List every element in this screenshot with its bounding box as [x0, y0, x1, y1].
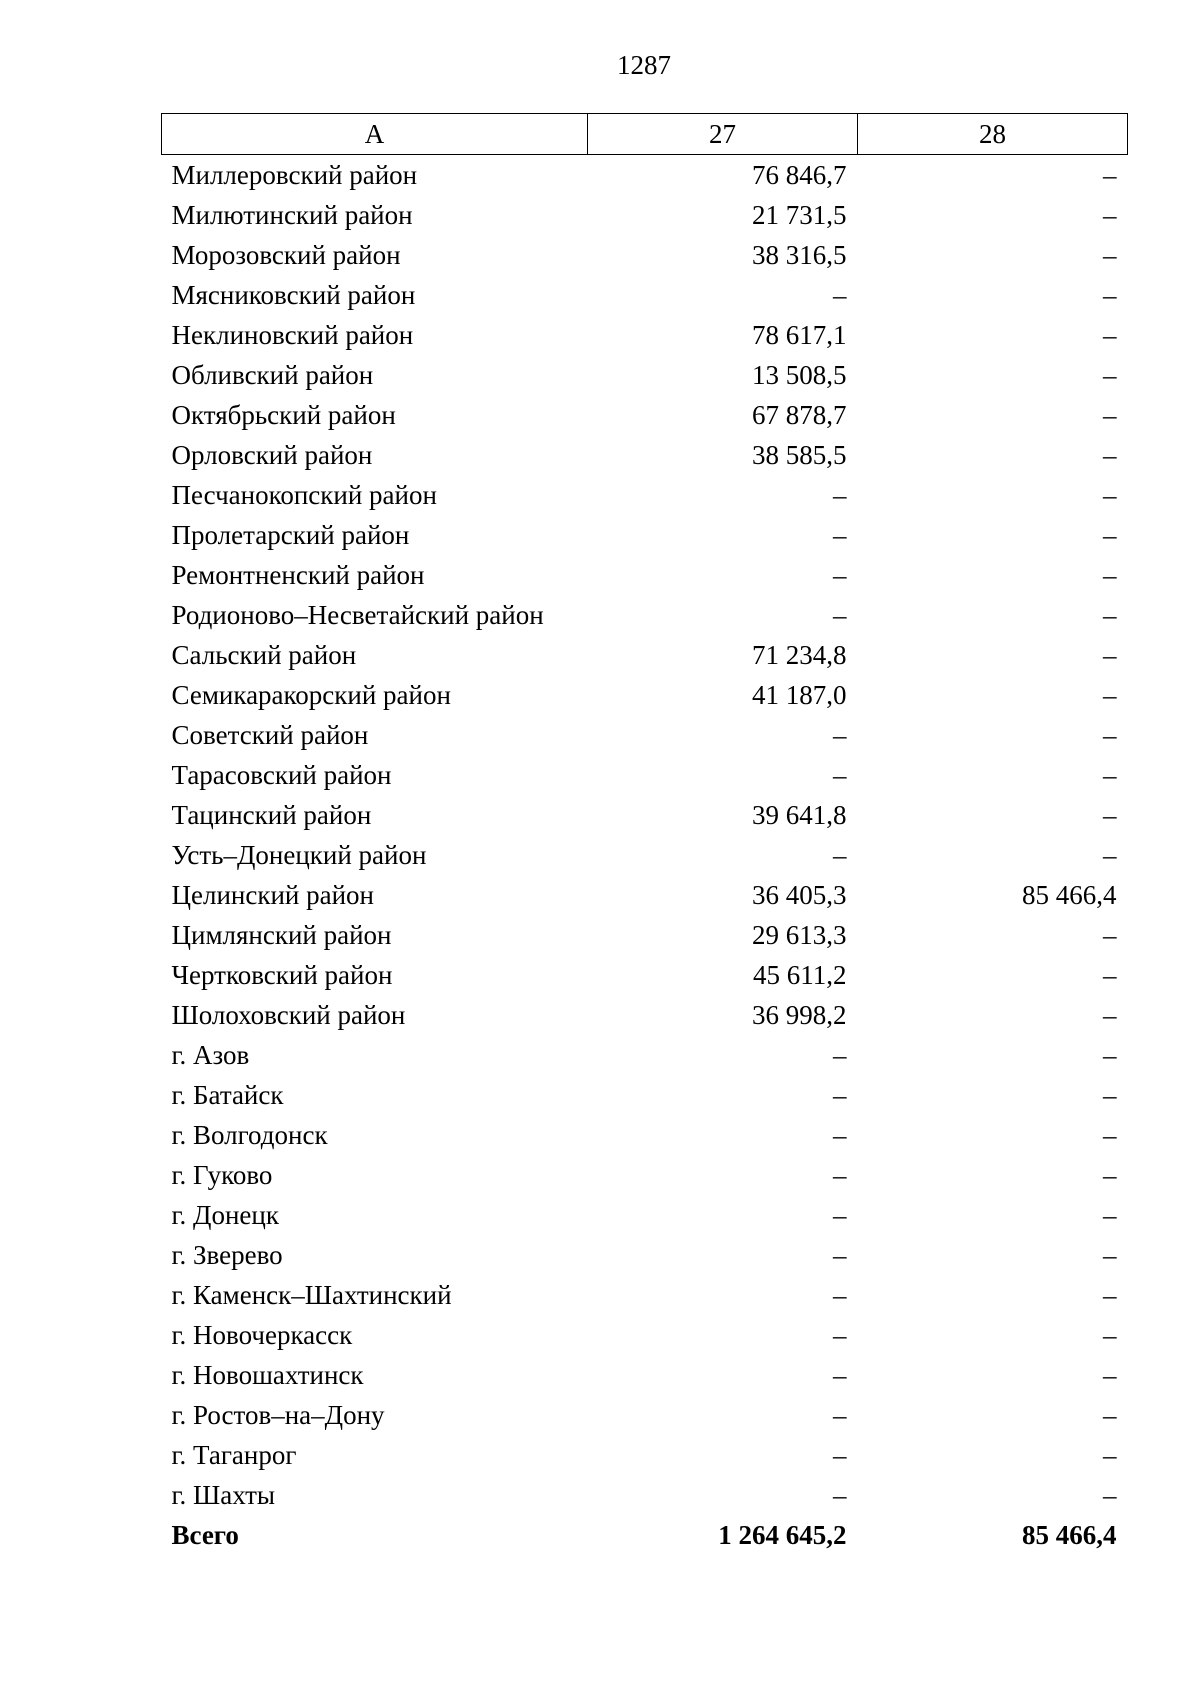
cell-col-27: – — [833, 1360, 847, 1390]
cell-col-27: – — [833, 840, 847, 870]
table-row — [162, 1355, 1128, 1395]
table-row — [162, 1395, 1128, 1435]
cell-col-27: 29 613,3 — [752, 920, 847, 950]
total-cell-col-27: 1 264 645,2 — [718, 1520, 847, 1550]
cell-col-27: – — [833, 1200, 847, 1230]
cell-name: Ремонтненский район — [171, 560, 425, 590]
table-body — [162, 155, 1128, 1556]
cell-name: Орловский район — [171, 440, 373, 470]
cell-col-28: – — [1103, 480, 1117, 510]
page-number: 1287 — [617, 50, 671, 80]
cell-name: г. Шахты — [171, 1480, 276, 1510]
cell-name: г. Каменск–Шахтинский — [171, 1280, 452, 1310]
cell-col-27: – — [833, 1080, 847, 1110]
cell-col-27: 38 316,5 — [752, 240, 847, 270]
cell-name: г. Волгодонск — [171, 1120, 328, 1150]
header-cell-28: 28 — [858, 114, 1128, 155]
cell-name: Цимлянский район — [171, 920, 392, 950]
cell-col-27: – — [833, 1400, 847, 1430]
cell-name: г. Донецк — [171, 1200, 279, 1230]
table-header — [162, 114, 1128, 155]
total-cell-col-28: 85 466,4 — [1022, 1520, 1117, 1550]
cell-col-27: – — [833, 520, 847, 550]
table-row — [162, 595, 1128, 635]
cell-name: Милютинский район — [171, 200, 413, 230]
table-row — [162, 995, 1128, 1035]
total-row — [162, 1515, 1128, 1555]
cell-name: Целинский район — [171, 880, 374, 910]
cell-col-27: – — [833, 600, 847, 630]
cell-col-27: 45 611,2 — [753, 960, 847, 990]
table-row — [162, 875, 1128, 915]
cell-col-27: – — [833, 560, 847, 590]
cell-name: г. Новочеркасск — [171, 1320, 353, 1350]
cell-name: г. Таганрог — [171, 1440, 297, 1470]
table-row — [162, 275, 1128, 315]
cell-name: г. Азов — [171, 1040, 250, 1070]
cell-col-28: – — [1103, 1200, 1117, 1230]
cell-col-27: – — [833, 1320, 847, 1350]
table-row — [162, 1435, 1128, 1475]
cell-name: г. Зверево — [171, 1240, 283, 1270]
table-row — [162, 1075, 1128, 1115]
table-row — [162, 1315, 1128, 1355]
cell-col-28: – — [1103, 760, 1117, 790]
cell-col-28: – — [1103, 640, 1117, 670]
cell-name: Мясниковский район — [171, 280, 416, 310]
cell-col-27: – — [833, 1040, 847, 1070]
cell-col-27: 36 998,2 — [752, 1000, 847, 1030]
table-row — [162, 1155, 1128, 1195]
cell-name: Тарасовский район — [171, 760, 392, 790]
table-row — [162, 155, 1128, 196]
cell-col-28: – — [1103, 1360, 1117, 1390]
cell-name: г. Ростов–на–Дону — [171, 1400, 385, 1430]
header-cell-name: А — [162, 114, 588, 155]
cell-col-27: 39 641,8 — [752, 800, 847, 830]
cell-name: Песчанокопский район — [171, 480, 437, 510]
cell-col-28: – — [1103, 360, 1117, 390]
cell-name: Неклиновский район — [171, 320, 414, 350]
header-cell-27: 27 — [588, 114, 858, 155]
cell-col-27: 41 187,0 — [752, 680, 847, 710]
cell-name: Обливский район — [171, 360, 374, 390]
cell-col-28: – — [1103, 1120, 1117, 1150]
cell-col-28: – — [1103, 1280, 1117, 1310]
cell-name: Миллеровский район — [171, 160, 418, 190]
total-cell-name: Всего — [171, 1520, 239, 1550]
table-row — [162, 315, 1128, 355]
cell-col-28: – — [1103, 1160, 1117, 1190]
cell-name: Советский район — [171, 720, 369, 750]
cell-col-27: – — [833, 720, 847, 750]
cell-col-28: – — [1103, 680, 1117, 710]
table-row — [162, 1235, 1128, 1275]
cell-col-28: – — [1103, 200, 1117, 230]
table-row — [162, 1475, 1128, 1515]
cell-col-28: – — [1103, 840, 1117, 870]
cell-name: Сальский район — [171, 640, 357, 670]
cell-col-27: – — [833, 1120, 847, 1150]
cell-name: г. Батайск — [171, 1080, 284, 1110]
cell-col-28: – — [1103, 1240, 1117, 1270]
cell-col-27: – — [833, 760, 847, 790]
table-row — [162, 1115, 1128, 1155]
cell-col-27: – — [833, 280, 847, 310]
cell-name: Морозовский район — [171, 240, 401, 270]
cell-col-28: – — [1103, 240, 1117, 270]
table-row — [162, 835, 1128, 875]
cell-name: Шолоховский район — [171, 1000, 406, 1030]
table-row — [162, 435, 1128, 475]
table-row — [162, 955, 1128, 995]
cell-col-28: – — [1103, 800, 1117, 830]
table-row — [162, 1195, 1128, 1235]
cell-col-28: – — [1103, 1320, 1117, 1350]
cell-col-28: 85 466,4 — [1022, 880, 1117, 910]
table-row — [162, 515, 1128, 555]
cell-col-28: – — [1103, 1080, 1117, 1110]
table-row — [162, 915, 1128, 955]
cell-col-27: – — [833, 1440, 847, 1470]
table-row — [162, 355, 1128, 395]
cell-col-27: 71 234,8 — [752, 640, 847, 670]
cell-col-27: – — [833, 1240, 847, 1270]
table-row — [162, 395, 1128, 435]
cell-name: Чертковский район — [171, 960, 393, 990]
cell-name: Усть–Донецкий район — [171, 840, 427, 870]
cell-name: Родионово–Несветайский район — [171, 600, 544, 630]
table-row — [162, 635, 1128, 675]
cell-col-28: – — [1103, 160, 1117, 190]
cell-col-28: – — [1103, 1000, 1117, 1030]
cell-col-28: – — [1103, 920, 1117, 950]
table-row — [162, 755, 1128, 795]
cell-col-27: 38 585,5 — [752, 440, 847, 470]
cell-col-27: – — [833, 480, 847, 510]
cell-col-28: – — [1103, 1400, 1117, 1430]
cell-name: Семикаракорский район — [171, 680, 451, 710]
table-row — [162, 1035, 1128, 1075]
cell-col-28: – — [1103, 520, 1117, 550]
cell-col-28: – — [1103, 400, 1117, 430]
data-table — [161, 113, 1128, 1555]
cell-col-28: – — [1103, 1440, 1117, 1470]
cell-name: Пролетарский район — [171, 520, 410, 550]
cell-col-27: 78 617,1 — [752, 320, 847, 350]
cell-col-27: 76 846,7 — [752, 160, 847, 190]
cell-name: Октябрьский район — [171, 400, 396, 430]
cell-col-28: – — [1103, 560, 1117, 590]
cell-col-28: – — [1103, 320, 1117, 350]
table-row — [162, 715, 1128, 755]
table-row — [162, 555, 1128, 595]
cell-col-27: 13 508,5 — [752, 360, 847, 390]
header-row — [162, 114, 1128, 155]
cell-col-27: – — [833, 1480, 847, 1510]
cell-col-28: – — [1103, 1480, 1117, 1510]
cell-col-27: – — [833, 1280, 847, 1310]
cell-col-27: 21 731,5 — [752, 200, 847, 230]
table-row — [162, 795, 1128, 835]
table-row — [162, 235, 1128, 275]
table-row — [162, 195, 1128, 235]
cell-col-28: – — [1103, 440, 1117, 470]
cell-col-27: 67 878,7 — [752, 400, 847, 430]
cell-name: г. Новошахтинск — [171, 1360, 364, 1390]
cell-col-27: 36 405,3 — [752, 880, 847, 910]
cell-col-28: – — [1103, 720, 1117, 750]
cell-col-28: – — [1103, 960, 1117, 990]
cell-name: Тацинский район — [171, 800, 372, 830]
cell-col-27: – — [833, 1160, 847, 1190]
table-row — [162, 675, 1128, 715]
cell-col-28: – — [1103, 600, 1117, 630]
table-row — [162, 1275, 1128, 1315]
cell-col-28: – — [1103, 280, 1117, 310]
table-row — [162, 475, 1128, 515]
cell-col-28: – — [1103, 1040, 1117, 1070]
cell-name: г. Гуково — [171, 1160, 273, 1190]
